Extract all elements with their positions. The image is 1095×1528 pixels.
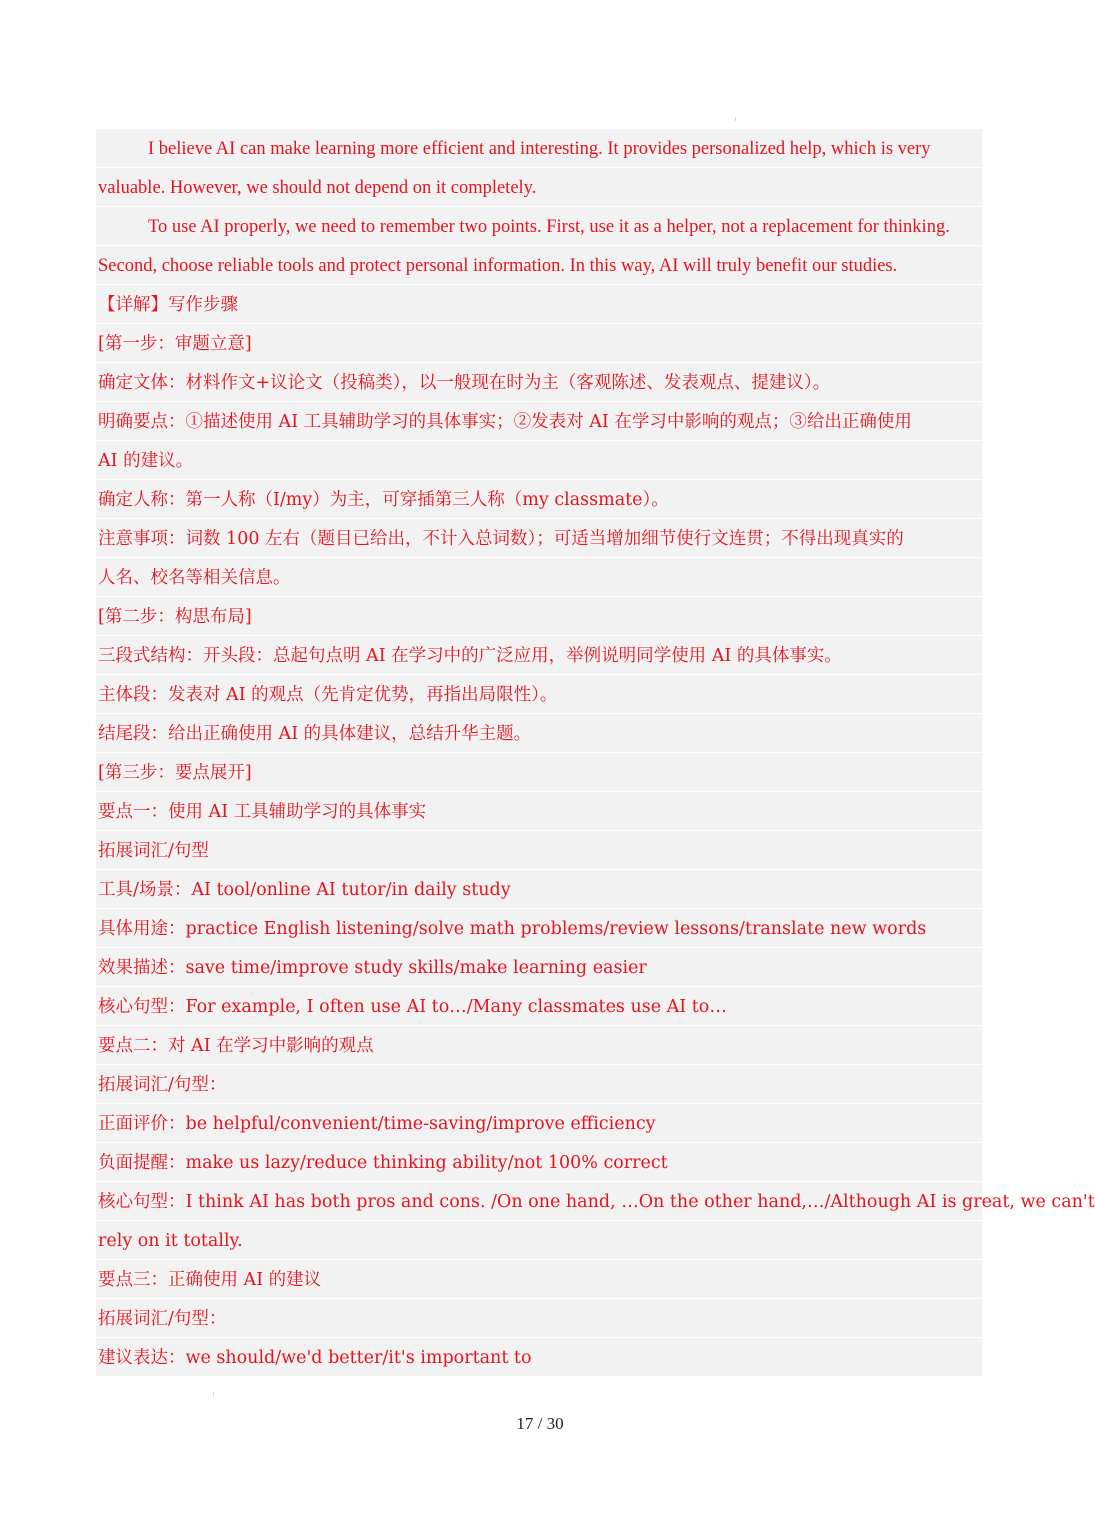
point-heading: 要点一：使用 AI 工具辅助学习的具体事实 [96,792,982,831]
point-heading: 要点二：对 AI 在学习中影响的观点 [96,1026,982,1065]
text-line: 拓展词汇/句型： [96,1065,982,1104]
point-heading: 要点三：正确使用 AI 的建议 [96,1260,982,1299]
section-heading: 【详解】写作步骤 [96,285,982,324]
text-line: 负面提醒：make us lazy/reduce thinking ability/not 100% correct [96,1143,982,1182]
text-line: 主体段：发表对 AI 的观点（先肯定优势，再指出局限性）。 [96,675,982,714]
text-line: AI 的建议。 [96,441,982,480]
text-line: 具体用途：practice English listening/solve math problems/review lessons/translate new words [96,909,982,948]
text-line: rely on it totally. [96,1221,982,1260]
text-line: 拓展词汇/句型： [96,1299,982,1338]
page-number: 17 / 30 [516,1414,564,1433]
step-heading: [第三步：要点展开] [96,753,982,792]
step-heading: [第二步：构思布局] [96,597,982,636]
text-line: 明确要点：①描述使用 AI 工具辅助学习的具体事实；②发表对 AI 在学习中影响的观点；③给出正确使用 [96,402,982,441]
text-line: 人名、校名等相关信息。 [96,558,982,597]
text-line: 注意事项：词数 100 左右（题目已给出，不计入总词数）；可适当增加细节使行文连贯；不得出现真实的 [96,519,982,558]
text-line: 结尾段：给出正确使用 AI 的具体建议，总结升华主题。 [96,714,982,753]
text-line: 效果描述：save time/improve study skills/make learning easier [96,948,982,987]
scan-speck [735,117,736,121]
document-body [96,129,1095,1377]
text-line: 三段式结构：开头段：总起句点明 AI 在学习中的广泛应用，举例说明同学使用 AI 的具体事实。 [96,636,982,675]
text-line: 正面评价：be helpful/convenient/time-saving/improve efficiency [96,1104,982,1143]
text-line: 核心句型：For example, I often use AI to…/Many classmates use AI to… [96,987,982,1026]
text-line: 拓展词汇/句型 [96,831,982,870]
essay-line: Second, choose reliable tools and protect personal information. In this way, AI will truly benefit our studies. [96,246,982,285]
text-line: 建议表达：we should/we'd better/it's important to [96,1338,982,1377]
essay-line: I believe AI can make learning more efficient and interesting. It provides personalized help, which is very [96,129,982,168]
essay-line: valuable. However, we should not depend on it completely. [96,168,982,207]
essay-line: To use AI properly, we need to remember two points. First, use it as a helper, not a replacement for thinking. [96,207,982,246]
step-heading: [第一步：审题立意] [96,324,982,363]
text-line: 工具/场景：AI tool/online AI tutor/in daily study [96,870,982,909]
text-line: 确定文体：材料作文+议论文（投稿类），以一般现在时为主（客观陈述、发表观点、提建议）。 [96,363,982,402]
text-line: 核心句型：I think AI has both pros and cons. /On one hand, …On the other hand,…/Although AI is great, we can't [96,1182,982,1221]
text-line: 确定人称：第一人称（I/my）为主，可穿插第三人称（my classmate）。 [96,480,982,519]
scan-speck [213,1392,214,1396]
